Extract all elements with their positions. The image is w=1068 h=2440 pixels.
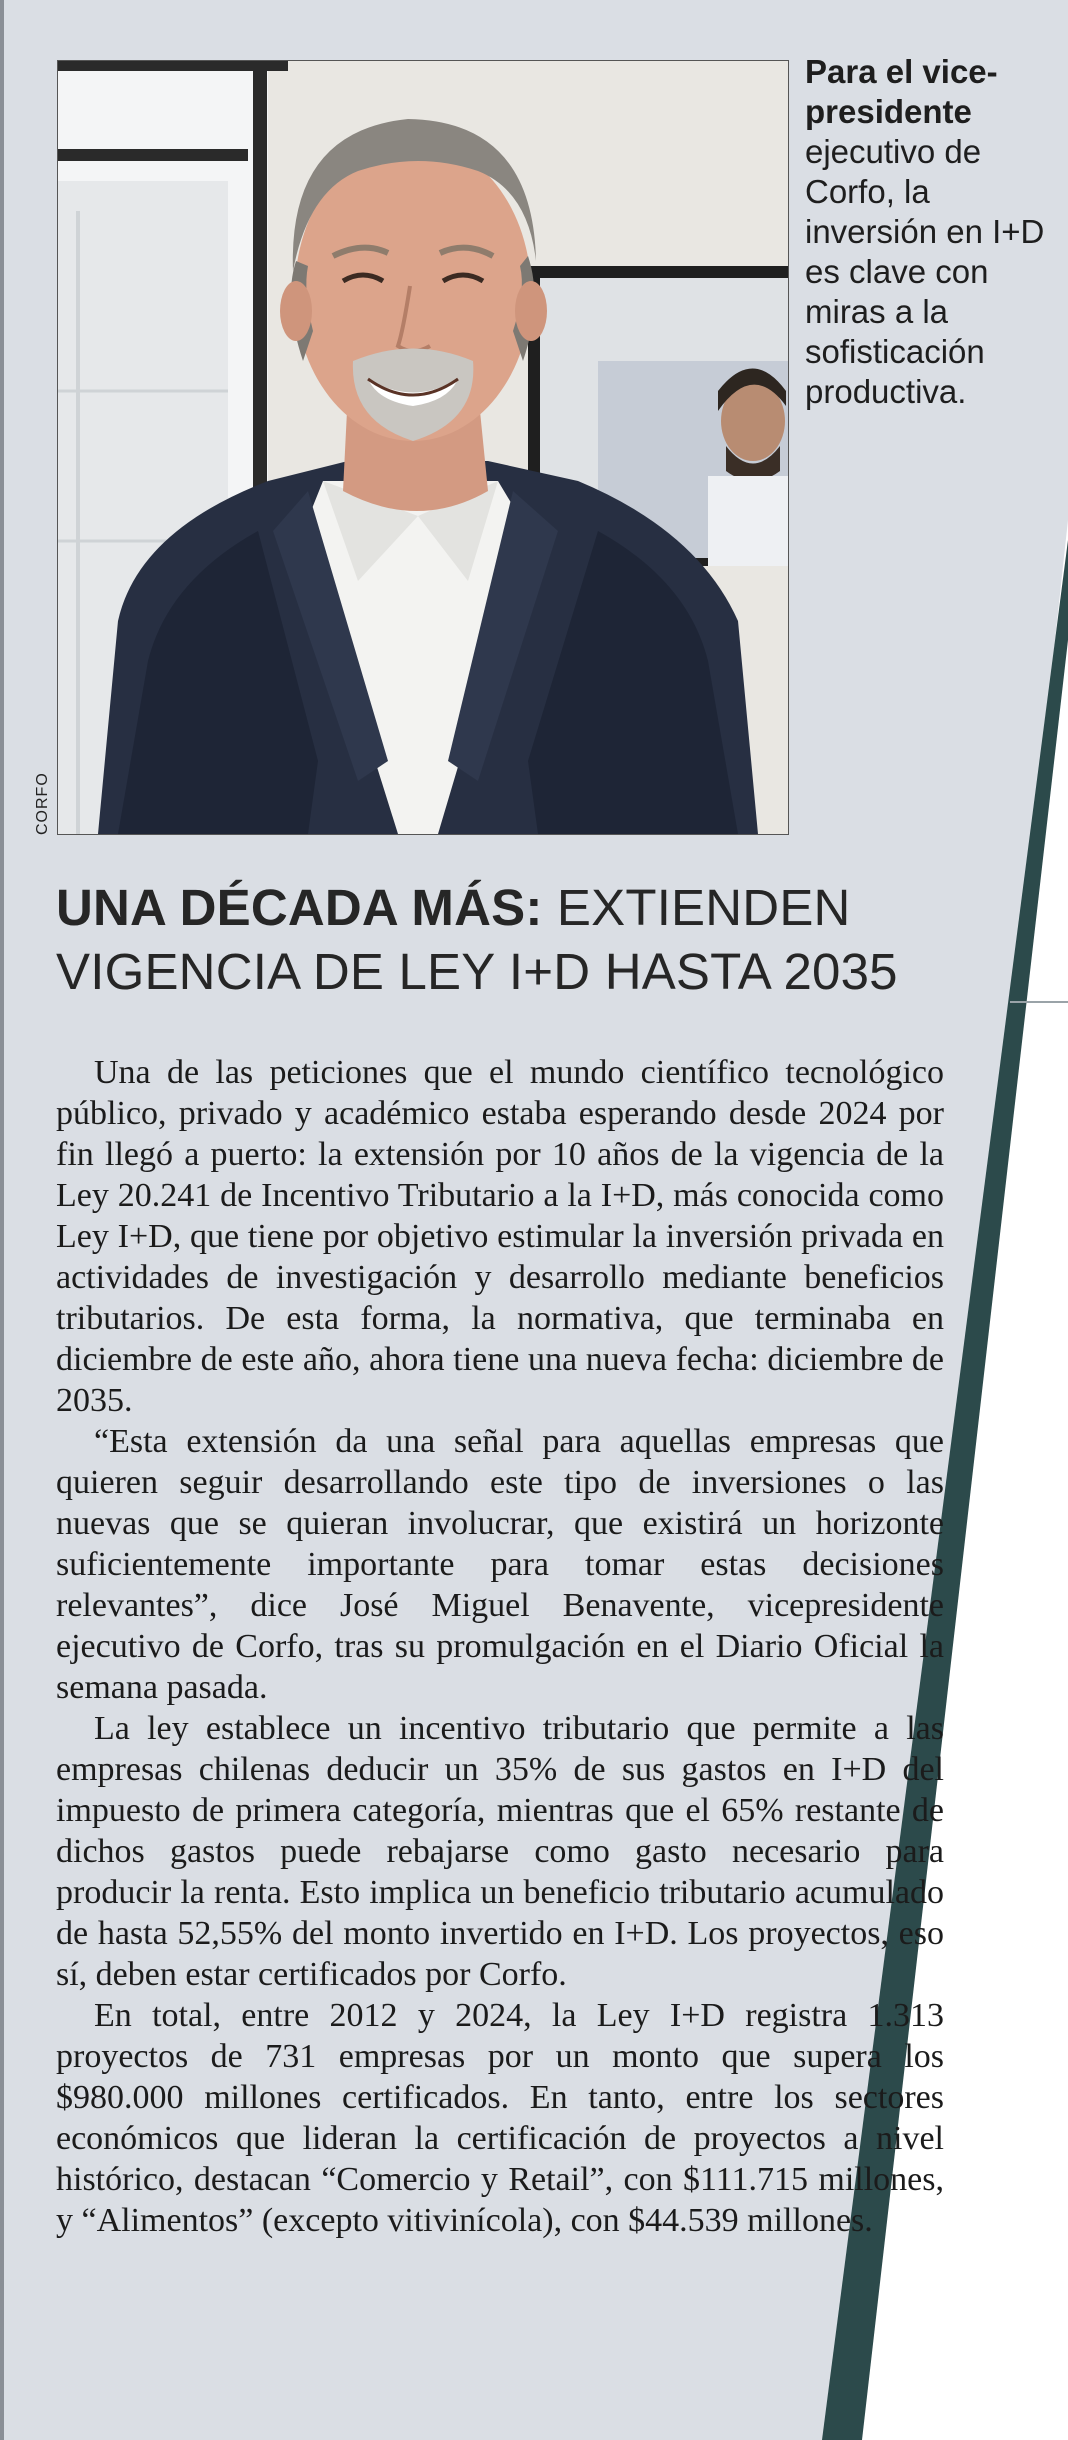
article-body bbox=[56, 1052, 944, 2241]
caption-lead: Para el vice-presidente bbox=[805, 53, 998, 130]
body-paragraph: Una de las peticiones que el mundo científico tecnológico público, privado y académico estaba esperando desde 2024 por fin llegó a puerto: la extensión por 10 años de la vigencia de la Ley 20.241 de Incentivo Tributario a la I+D, más conocida como Ley I+D, que tiene por objetivo estimular la inversión privada en actividades de investigación y desarrollo mediante beneficios tributarios. De esta forma, la normativa, que terminaba en diciembre de este año, ahora tiene una nueva fecha: diciembre de 2035. bbox=[56, 1054, 944, 1419]
body-paragraph: “Esta extensión da una señal para aquellas empresas que quieren seguir desarrollando este tipo de inversiones o las nuevas que se quieran involucrar, que existirá un horizonte suficientemente importante para tomar estas decisiones relevantes”, dice José Miguel Benavente, vicepresidente ejecutivo de Corfo, tras su promulgación en el Diario Oficial la semana pasada. bbox=[56, 1423, 944, 1706]
body-paragraph: En total, entre 2012 y 2024, la Ley I+D registra 1.313 proyectos de 731 empresas por un monto que supera los $980.000 millones certificados. En tanto, entre los sectores económicos que lideran la certificación de proyectos a nivel histórico, destacan “Comercio y Retail”, con $111.715 millones, y “Alimentos” (excepto vitivinícola), con $44.539 millones. bbox=[56, 1997, 944, 2239]
body-paragraph: La ley establece un incentivo tributario que permite a las empresas chilenas deducir un 35% de sus gastos en I+D del impuesto de primera categoría, mientras que el 65% restante de dichos gastos puede rebajarse como gasto necesario para producir la renta. Esto implica un beneficio tributario acumulado de hasta 52,55% del monto invertido en I+D. Los proyectos, eso sí, deben estar certificados por Corfo. bbox=[56, 1710, 944, 1993]
photo-caption bbox=[805, 52, 1055, 412]
photo-credit: CORFO bbox=[34, 772, 51, 835]
portrait-illustration bbox=[58, 61, 788, 834]
headline-regular: EXTIENDEN VIGENCIA DE LEY I+D HASTA 2035 bbox=[56, 879, 898, 1000]
caption-text: ejecutivo de Corfo, la inversión en I+D es clave con miras a la sofisticación productiva. bbox=[805, 133, 1045, 410]
portrait-photo bbox=[57, 60, 789, 835]
page-edge-line bbox=[0, 0, 4, 2440]
headline-bold: UNA DÉCADA MÁS: bbox=[56, 879, 543, 936]
adjacent-column-rule bbox=[1010, 1001, 1068, 1003]
article-headline bbox=[56, 876, 956, 1004]
